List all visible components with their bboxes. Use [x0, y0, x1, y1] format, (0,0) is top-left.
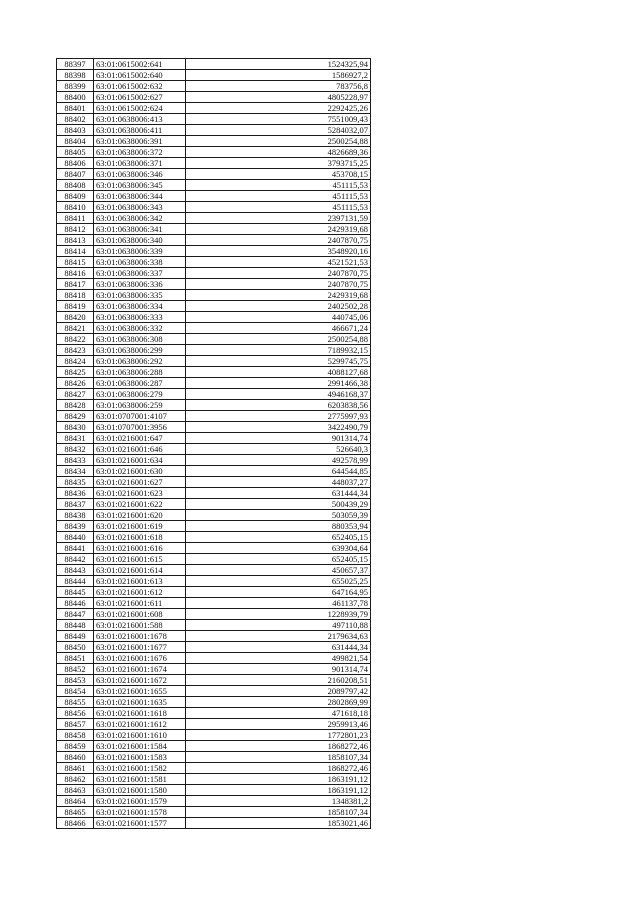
cadastral-number-cell: 63:01:0216001:1583	[94, 752, 186, 763]
row-number-cell: 88466	[57, 818, 94, 829]
value-cell: 1863191,12	[186, 774, 371, 785]
row-number-cell: 88447	[57, 609, 94, 620]
table-row	[57, 411, 371, 422]
cadastral-number-cell: 63:01:0216001:630	[94, 466, 186, 477]
cadastral-number-cell: 63:01:0216001:1578	[94, 807, 186, 818]
table-row	[57, 103, 371, 114]
cadastral-number-cell: 63:01:0216001:627	[94, 477, 186, 488]
cadastral-number-cell: 63:01:0707001:4107	[94, 411, 186, 422]
row-number-cell: 88400	[57, 92, 94, 103]
table-row	[57, 466, 371, 477]
table-row	[57, 180, 371, 191]
cadastral-number-cell: 63:01:0216001:1618	[94, 708, 186, 719]
cadastral-number-cell: 63:01:0216001:619	[94, 521, 186, 532]
cadastral-number-cell: 63:01:0216001:1612	[94, 719, 186, 730]
value-cell: 500439,29	[186, 499, 371, 510]
cadastral-number-cell: 63:01:0615002:624	[94, 103, 186, 114]
table-row	[57, 587, 371, 598]
value-cell: 2407870,75	[186, 268, 371, 279]
value-cell: 901314,74	[186, 433, 371, 444]
table-row	[57, 246, 371, 257]
row-number-cell: 88403	[57, 125, 94, 136]
cadastral-number-cell: 63:01:0216001:620	[94, 510, 186, 521]
value-cell: 4826689,36	[186, 147, 371, 158]
row-number-cell: 88463	[57, 785, 94, 796]
value-cell: 2959913,46	[186, 719, 371, 730]
cadastral-number-cell: 63:01:0216001:615	[94, 554, 186, 565]
table-row	[57, 400, 371, 411]
value-cell: 631444,34	[186, 488, 371, 499]
cadastral-number-cell: 63:01:0638006:336	[94, 279, 186, 290]
row-number-cell: 88418	[57, 290, 94, 301]
table-row	[57, 675, 371, 686]
value-cell: 1868272,46	[186, 741, 371, 752]
cadastral-number-cell: 63:01:0638006:371	[94, 158, 186, 169]
cadastral-number-cell: 63:01:0638006:337	[94, 268, 186, 279]
row-number-cell: 88458	[57, 730, 94, 741]
row-number-cell: 88446	[57, 598, 94, 609]
table-row	[57, 730, 371, 741]
value-cell: 652405,15	[186, 554, 371, 565]
value-cell: 2500254,88	[186, 334, 371, 345]
table-row	[57, 290, 371, 301]
value-cell: 451115,53	[186, 180, 371, 191]
cadastral-number-cell: 63:01:0638006:413	[94, 114, 186, 125]
row-number-cell: 88413	[57, 235, 94, 246]
value-cell: 2429319,68	[186, 224, 371, 235]
table-row	[57, 565, 371, 576]
row-number-cell: 88423	[57, 345, 94, 356]
table-row	[57, 807, 371, 818]
cadastral-number-cell: 63:01:0216001:1635	[94, 697, 186, 708]
table-row	[57, 532, 371, 543]
value-cell: 2089797,42	[186, 686, 371, 697]
value-cell: 1868272,46	[186, 763, 371, 774]
cadastral-number-cell: 63:01:0615002:627	[94, 92, 186, 103]
value-cell: 450657,37	[186, 565, 371, 576]
row-number-cell: 88456	[57, 708, 94, 719]
table-row	[57, 59, 371, 70]
row-number-cell: 88439	[57, 521, 94, 532]
row-number-cell: 88415	[57, 257, 94, 268]
value-cell: 448037,27	[186, 477, 371, 488]
row-number-cell: 88462	[57, 774, 94, 785]
row-number-cell: 88424	[57, 356, 94, 367]
cadastral-number-cell: 63:01:0216001:647	[94, 433, 186, 444]
table-row	[57, 708, 371, 719]
row-number-cell: 88455	[57, 697, 94, 708]
cadastral-number-cell: 63:01:0638006:308	[94, 334, 186, 345]
value-cell: 2407870,75	[186, 279, 371, 290]
table-row	[57, 169, 371, 180]
value-cell: 1853021,46	[186, 818, 371, 829]
cadastral-number-cell: 63:01:0638006:372	[94, 147, 186, 158]
table-row	[57, 345, 371, 356]
table-row	[57, 510, 371, 521]
row-number-cell: 88434	[57, 466, 94, 477]
row-number-cell: 88432	[57, 444, 94, 455]
table-row	[57, 367, 371, 378]
row-number-cell: 88426	[57, 378, 94, 389]
value-cell: 2402502,28	[186, 301, 371, 312]
value-cell: 2179634,63	[186, 631, 371, 642]
value-cell: 2160208,51	[186, 675, 371, 686]
row-number-cell: 88461	[57, 763, 94, 774]
row-number-cell: 88419	[57, 301, 94, 312]
table-row	[57, 488, 371, 499]
table-row	[57, 741, 371, 752]
row-number-cell: 88421	[57, 323, 94, 334]
table-row	[57, 235, 371, 246]
cadastral-number-cell: 63:01:0216001:1672	[94, 675, 186, 686]
value-cell: 5284032,07	[186, 125, 371, 136]
row-number-cell: 88422	[57, 334, 94, 345]
value-cell: 440745,06	[186, 312, 371, 323]
cadastral-number-cell: 63:01:0216001:1579	[94, 796, 186, 807]
row-number-cell: 88442	[57, 554, 94, 565]
table-row	[57, 554, 371, 565]
cadastral-number-cell: 63:01:0638006:344	[94, 191, 186, 202]
row-number-cell: 88433	[57, 455, 94, 466]
cadastral-number-cell: 63:01:0216001:1677	[94, 642, 186, 653]
cadastral-number-cell: 63:01:0216001:1610	[94, 730, 186, 741]
cadastral-number-cell: 63:01:0638006:259	[94, 400, 186, 411]
cadastral-number-cell: 63:01:0707001:3956	[94, 422, 186, 433]
value-cell: 492578,99	[186, 455, 371, 466]
row-number-cell: 88454	[57, 686, 94, 697]
value-cell: 2500254,88	[186, 136, 371, 147]
value-cell: 1586927,2	[186, 70, 371, 81]
row-number-cell: 88457	[57, 719, 94, 730]
table-row	[57, 719, 371, 730]
row-number-cell: 88450	[57, 642, 94, 653]
cadastral-number-cell: 63:01:0216001:622	[94, 499, 186, 510]
table-row	[57, 70, 371, 81]
row-number-cell: 88452	[57, 664, 94, 675]
row-number-cell: 88404	[57, 136, 94, 147]
table-row	[57, 697, 371, 708]
cadastral-number-cell: 63:01:0216001:1676	[94, 653, 186, 664]
row-number-cell: 88420	[57, 312, 94, 323]
table-row	[57, 631, 371, 642]
value-cell: 631444,34	[186, 642, 371, 653]
table-row	[57, 752, 371, 763]
cadastral-number-cell: 63:01:0216001:1678	[94, 631, 186, 642]
value-cell: 2802869,99	[186, 697, 371, 708]
table-row	[57, 422, 371, 433]
cadastral-number-cell: 63:01:0216001:608	[94, 609, 186, 620]
row-number-cell: 88445	[57, 587, 94, 598]
row-number-cell: 88427	[57, 389, 94, 400]
row-number-cell: 88440	[57, 532, 94, 543]
cadastral-number-cell: 63:01:0638006:299	[94, 345, 186, 356]
value-cell: 4946168,37	[186, 389, 371, 400]
row-number-cell: 88431	[57, 433, 94, 444]
cadastral-number-cell: 63:01:0638006:333	[94, 312, 186, 323]
row-number-cell: 88435	[57, 477, 94, 488]
value-cell: 471618,18	[186, 708, 371, 719]
cadastral-number-cell: 63:01:0216001:634	[94, 455, 186, 466]
value-cell: 2991466,38	[186, 378, 371, 389]
table-row	[57, 521, 371, 532]
row-number-cell: 88412	[57, 224, 94, 235]
row-number-cell: 88414	[57, 246, 94, 257]
row-number-cell: 88451	[57, 653, 94, 664]
table-row	[57, 389, 371, 400]
cadastral-number-cell: 63:01:0216001:623	[94, 488, 186, 499]
table-row	[57, 818, 371, 829]
value-cell: 1863191,12	[186, 785, 371, 796]
cadastral-number-cell: 63:01:0638006:391	[94, 136, 186, 147]
value-cell: 7189932,15	[186, 345, 371, 356]
cadastral-number-cell: 63:01:0638006:287	[94, 378, 186, 389]
table-row	[57, 642, 371, 653]
table-row	[57, 620, 371, 631]
cadastral-number-cell: 63:01:0216001:1584	[94, 741, 186, 752]
row-number-cell: 88453	[57, 675, 94, 686]
table-row	[57, 686, 371, 697]
value-cell: 499821,54	[186, 653, 371, 664]
value-cell: 5299745,75	[186, 356, 371, 367]
cadastral-number-cell: 63:01:0615002:640	[94, 70, 186, 81]
row-number-cell: 88416	[57, 268, 94, 279]
table-row	[57, 202, 371, 213]
cadastral-number-cell: 63:01:0638006:292	[94, 356, 186, 367]
row-number-cell: 88436	[57, 488, 94, 499]
cadastral-number-cell: 63:01:0638006:341	[94, 224, 186, 235]
row-number-cell: 88397	[57, 59, 94, 70]
table-row	[57, 191, 371, 202]
cadastral-number-cell: 63:01:0216001:1580	[94, 785, 186, 796]
cadastral-number-cell: 63:01:0638006:335	[94, 290, 186, 301]
value-cell: 2775997,93	[186, 411, 371, 422]
cadastral-number-cell: 63:01:0638006:338	[94, 257, 186, 268]
value-cell: 2292425,26	[186, 103, 371, 114]
row-number-cell: 88465	[57, 807, 94, 818]
table-row	[57, 279, 371, 290]
cadastral-number-cell: 63:01:0216001:1581	[94, 774, 186, 785]
cadastral-number-cell: 63:01:0216001:1577	[94, 818, 186, 829]
cadastral-number-cell: 63:01:0216001:588	[94, 620, 186, 631]
row-number-cell: 88399	[57, 81, 94, 92]
table-row	[57, 125, 371, 136]
value-cell: 451115,53	[186, 191, 371, 202]
value-cell: 1348381,2	[186, 796, 371, 807]
table-row	[57, 785, 371, 796]
cadastral-number-cell: 63:01:0638006:411	[94, 125, 186, 136]
value-cell: 466671,24	[186, 323, 371, 334]
table-row	[57, 356, 371, 367]
value-cell: 453708,15	[186, 169, 371, 180]
row-number-cell: 88441	[57, 543, 94, 554]
cadastral-number-cell: 63:01:0216001:616	[94, 543, 186, 554]
value-cell: 655025,25	[186, 576, 371, 587]
value-cell: 4521521,53	[186, 257, 371, 268]
cadastral-number-cell: 63:01:0216001:1674	[94, 664, 186, 675]
value-cell: 880353,94	[186, 521, 371, 532]
table-row	[57, 576, 371, 587]
value-cell: 2397131,59	[186, 213, 371, 224]
cadastral-number-cell: 63:01:0216001:613	[94, 576, 186, 587]
table-row	[57, 433, 371, 444]
cadastral-number-cell: 63:01:0216001:646	[94, 444, 186, 455]
row-number-cell: 88409	[57, 191, 94, 202]
value-cell: 1524325,94	[186, 59, 371, 70]
row-number-cell: 88429	[57, 411, 94, 422]
table-row	[57, 158, 371, 169]
table-body	[57, 59, 371, 829]
table-row	[57, 664, 371, 675]
cadastral-number-cell: 63:01:0216001:1582	[94, 763, 186, 774]
table-row	[57, 444, 371, 455]
value-cell: 2429319,68	[186, 290, 371, 301]
table-row	[57, 598, 371, 609]
row-number-cell: 88444	[57, 576, 94, 587]
table-row	[57, 147, 371, 158]
cadastral-number-cell: 63:01:0638006:345	[94, 180, 186, 191]
value-cell: 1858107,34	[186, 807, 371, 818]
table-row	[57, 477, 371, 488]
value-cell: 1858107,34	[186, 752, 371, 763]
row-number-cell: 88407	[57, 169, 94, 180]
table-row	[57, 257, 371, 268]
cadastral-number-cell: 63:01:0638006:332	[94, 323, 186, 334]
table-row	[57, 114, 371, 125]
value-cell: 3422490,79	[186, 422, 371, 433]
table-row	[57, 796, 371, 807]
table-row	[57, 224, 371, 235]
data-table	[56, 58, 371, 829]
table-row	[57, 312, 371, 323]
value-cell: 503059,39	[186, 510, 371, 521]
value-cell: 4805228,97	[186, 92, 371, 103]
table-row	[57, 378, 371, 389]
cadastral-number-cell: 63:01:0216001:612	[94, 587, 186, 598]
table-row	[57, 334, 371, 345]
cadastral-number-cell: 63:01:0638006:288	[94, 367, 186, 378]
row-number-cell: 88449	[57, 631, 94, 642]
value-cell: 901314,74	[186, 664, 371, 675]
table-row	[57, 81, 371, 92]
table-row	[57, 543, 371, 554]
cadastral-number-cell: 63:01:0638006:346	[94, 169, 186, 180]
value-cell: 497110,88	[186, 620, 371, 631]
table-row	[57, 92, 371, 103]
value-cell: 647164,95	[186, 587, 371, 598]
table-row	[57, 774, 371, 785]
row-number-cell: 88402	[57, 114, 94, 125]
value-cell: 3793715,25	[186, 158, 371, 169]
row-number-cell: 88398	[57, 70, 94, 81]
cadastral-number-cell: 63:01:0638006:342	[94, 213, 186, 224]
value-cell: 2407870,75	[186, 235, 371, 246]
table-row	[57, 609, 371, 620]
value-cell: 639304,64	[186, 543, 371, 554]
row-number-cell: 88411	[57, 213, 94, 224]
value-cell: 644544,85	[186, 466, 371, 477]
value-cell: 783756,8	[186, 81, 371, 92]
table-row	[57, 455, 371, 466]
row-number-cell: 88460	[57, 752, 94, 763]
row-number-cell: 88464	[57, 796, 94, 807]
cadastral-number-cell: 63:01:0216001:618	[94, 532, 186, 543]
row-number-cell: 88405	[57, 147, 94, 158]
row-number-cell: 88437	[57, 499, 94, 510]
cadastral-number-cell: 63:01:0638006:343	[94, 202, 186, 213]
row-number-cell: 88401	[57, 103, 94, 114]
row-number-cell: 88438	[57, 510, 94, 521]
table-row	[57, 213, 371, 224]
table-row	[57, 301, 371, 312]
value-cell: 6203838,56	[186, 400, 371, 411]
row-number-cell: 88417	[57, 279, 94, 290]
value-cell: 1772801,23	[186, 730, 371, 741]
cadastral-number-cell: 63:01:0216001:611	[94, 598, 186, 609]
table-row	[57, 268, 371, 279]
row-number-cell: 88430	[57, 422, 94, 433]
value-cell: 3548920,16	[186, 246, 371, 257]
cadastral-number-cell: 63:01:0615002:632	[94, 81, 186, 92]
table-row	[57, 136, 371, 147]
value-cell: 461137,78	[186, 598, 371, 609]
table-row	[57, 499, 371, 510]
cadastral-number-cell: 63:01:0638006:279	[94, 389, 186, 400]
row-number-cell: 88406	[57, 158, 94, 169]
value-cell: 1228939,79	[186, 609, 371, 620]
cadastral-number-cell: 63:01:0216001:614	[94, 565, 186, 576]
cadastral-number-cell: 63:01:0638006:334	[94, 301, 186, 312]
row-number-cell: 88428	[57, 400, 94, 411]
row-number-cell: 88410	[57, 202, 94, 213]
cadastral-number-cell: 63:01:0638006:340	[94, 235, 186, 246]
row-number-cell: 88459	[57, 741, 94, 752]
row-number-cell: 88443	[57, 565, 94, 576]
cadastral-number-cell: 63:01:0615002:641	[94, 59, 186, 70]
value-cell: 451115,53	[186, 202, 371, 213]
value-cell: 7551009,43	[186, 114, 371, 125]
cadastral-number-cell: 63:01:0216001:1655	[94, 686, 186, 697]
row-number-cell: 88408	[57, 180, 94, 191]
value-cell: 4088127,68	[186, 367, 371, 378]
row-number-cell: 88425	[57, 367, 94, 378]
cadastral-number-cell: 63:01:0638006:339	[94, 246, 186, 257]
value-cell: 526640,3	[186, 444, 371, 455]
table-row	[57, 763, 371, 774]
table-row	[57, 653, 371, 664]
table-row	[57, 323, 371, 334]
row-number-cell: 88448	[57, 620, 94, 631]
value-cell: 652405,15	[186, 532, 371, 543]
